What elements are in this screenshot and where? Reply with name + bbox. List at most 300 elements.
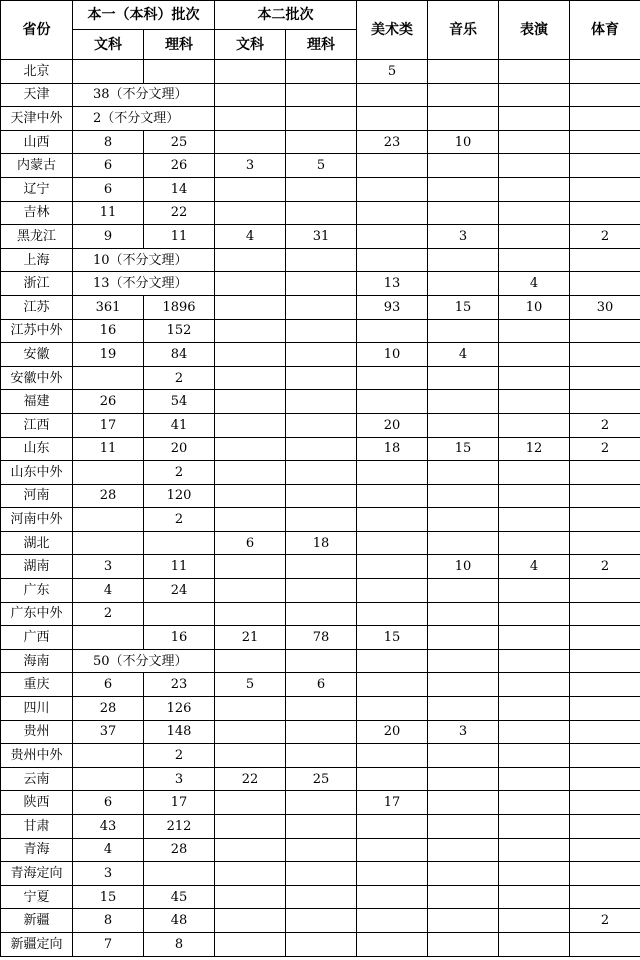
art-cell: [357, 225, 428, 249]
batch1-science-cell: 23: [144, 673, 215, 697]
batch2-science-cell: [286, 248, 357, 272]
batch2-science-cell: [286, 744, 357, 768]
province-cell: 青海: [1, 838, 73, 862]
art-cell: [357, 838, 428, 862]
performance-cell: [499, 177, 570, 201]
batch2-science-cell: [286, 60, 357, 84]
province-cell: 陕西: [1, 791, 73, 815]
province-cell: 重庆: [1, 673, 73, 697]
performance-cell: [499, 697, 570, 721]
batch1-liberal-cell: [73, 60, 144, 84]
table-row: [1, 177, 640, 201]
batch1-liberal-cell: 2: [73, 602, 144, 626]
batch2-science-cell: [286, 579, 357, 603]
sports-cell: [570, 508, 640, 532]
art-cell: [357, 177, 428, 201]
batch1-liberal-cell: [73, 366, 144, 390]
sports-cell: [570, 177, 640, 201]
performance-cell: [499, 107, 570, 131]
performance-cell: [499, 366, 570, 390]
sports-cell: [570, 83, 640, 107]
batch1-liberal-cell: 8: [73, 909, 144, 933]
batch1-liberal-cell: 6: [73, 673, 144, 697]
art-cell: [357, 767, 428, 791]
province-cell: 安徽中外: [1, 366, 73, 390]
province-cell: 新疆: [1, 909, 73, 933]
header-batch1-science: 理科: [144, 30, 215, 60]
batch1-science-cell: 2: [144, 366, 215, 390]
table-row: [1, 295, 640, 319]
music-cell: 4: [428, 343, 499, 367]
batch2-liberal-cell: 4: [215, 225, 286, 249]
batch2-science-cell: [286, 461, 357, 485]
batch2-science-cell: [286, 909, 357, 933]
batch1-liberal-cell: 3: [73, 862, 144, 886]
art-cell: 93: [357, 295, 428, 319]
batch2-liberal-cell: [215, 885, 286, 909]
province-cell: 湖南: [1, 555, 73, 579]
performance-cell: [499, 343, 570, 367]
table-row: [1, 673, 640, 697]
province-cell: 安徽: [1, 343, 73, 367]
batch2-science-cell: [286, 107, 357, 131]
performance-cell: [499, 248, 570, 272]
art-cell: 5: [357, 60, 428, 84]
batch2-liberal-cell: [215, 862, 286, 886]
batch2-liberal-cell: [215, 909, 286, 933]
music-cell: [428, 201, 499, 225]
sports-cell: [570, 815, 640, 839]
art-cell: [357, 83, 428, 107]
batch2-science-cell: [286, 649, 357, 673]
table-row: [1, 508, 640, 532]
batch2-liberal-cell: [215, 413, 286, 437]
music-cell: [428, 461, 499, 485]
performance-cell: [499, 201, 570, 225]
province-cell: 吉林: [1, 201, 73, 225]
batch2-science-cell: [286, 272, 357, 296]
batch2-science-cell: [286, 437, 357, 461]
batch1-science-cell: 2: [144, 508, 215, 532]
sports-cell: [570, 885, 640, 909]
batch1-liberal-cell: 19: [73, 343, 144, 367]
province-cell: 内蒙古: [1, 154, 73, 178]
batch2-liberal-cell: [215, 319, 286, 343]
province-cell: 江西: [1, 413, 73, 437]
batch2-liberal-cell: [215, 130, 286, 154]
sports-cell: [570, 602, 640, 626]
performance-cell: [499, 862, 570, 886]
batch1-liberal-cell: [73, 531, 144, 555]
performance-cell: 4: [499, 555, 570, 579]
art-cell: [357, 531, 428, 555]
table-row: [1, 461, 640, 485]
art-cell: [357, 154, 428, 178]
batch2-science-cell: [286, 295, 357, 319]
music-cell: 3: [428, 225, 499, 249]
sports-cell: [570, 720, 640, 744]
batch2-science-cell: [286, 390, 357, 414]
batch2-science-cell: 5: [286, 154, 357, 178]
table-row: [1, 107, 640, 131]
batch1-liberal-cell: 8: [73, 130, 144, 154]
batch1-liberal-cell: 3: [73, 555, 144, 579]
batch2-liberal-cell: 21: [215, 626, 286, 650]
music-cell: [428, 649, 499, 673]
performance-cell: 12: [499, 437, 570, 461]
music-cell: [428, 885, 499, 909]
header-music: 音乐: [428, 1, 499, 60]
province-cell: 湖北: [1, 531, 73, 555]
art-cell: 10: [357, 343, 428, 367]
batch1-science-cell: 45: [144, 885, 215, 909]
batch2-liberal-cell: 22: [215, 767, 286, 791]
batch2-liberal-cell: [215, 720, 286, 744]
music-cell: [428, 602, 499, 626]
sports-cell: [570, 649, 640, 673]
batch1-science-cell: 14: [144, 177, 215, 201]
performance-cell: [499, 579, 570, 603]
batch1-science-cell: 41: [144, 413, 215, 437]
performance-cell: [499, 225, 570, 249]
batch1-merged-cell: 38（不分文理）: [73, 83, 215, 107]
art-cell: [357, 579, 428, 603]
batch2-science-cell: 25: [286, 767, 357, 791]
province-cell: 山西: [1, 130, 73, 154]
batch2-liberal-cell: [215, 366, 286, 390]
performance-cell: [499, 60, 570, 84]
batch2-liberal-cell: [215, 579, 286, 603]
sports-cell: [570, 744, 640, 768]
performance-cell: [499, 130, 570, 154]
sports-cell: [570, 248, 640, 272]
art-cell: 13: [357, 272, 428, 296]
art-cell: [357, 555, 428, 579]
table-row: [1, 366, 640, 390]
table-row: [1, 815, 640, 839]
header-performance: 表演: [499, 1, 570, 60]
art-cell: [357, 744, 428, 768]
music-cell: [428, 413, 499, 437]
sports-cell: [570, 579, 640, 603]
performance-cell: [499, 885, 570, 909]
province-cell: 天津: [1, 83, 73, 107]
batch1-liberal-cell: 7: [73, 932, 144, 956]
sports-cell: [570, 697, 640, 721]
batch1-science-cell: 1896: [144, 295, 215, 319]
batch1-science-cell: 20: [144, 437, 215, 461]
sports-cell: [570, 531, 640, 555]
performance-cell: [499, 767, 570, 791]
sports-cell: [570, 932, 640, 956]
performance-cell: [499, 83, 570, 107]
batch2-liberal-cell: [215, 555, 286, 579]
batch2-liberal-cell: 5: [215, 673, 286, 697]
music-cell: [428, 154, 499, 178]
batch1-liberal-cell: 9: [73, 225, 144, 249]
province-cell: 河南中外: [1, 508, 73, 532]
batch2-science-cell: 31: [286, 225, 357, 249]
batch1-science-cell: 84: [144, 343, 215, 367]
art-cell: [357, 248, 428, 272]
batch2-science-cell: [286, 130, 357, 154]
sports-cell: [570, 673, 640, 697]
art-cell: [357, 815, 428, 839]
batch2-science-cell: [286, 862, 357, 886]
batch1-liberal-cell: 15: [73, 885, 144, 909]
batch2-science-cell: [286, 177, 357, 201]
performance-cell: [499, 909, 570, 933]
batch2-science-cell: [286, 720, 357, 744]
sports-cell: [570, 484, 640, 508]
batch1-liberal-cell: [73, 626, 144, 650]
music-cell: [428, 248, 499, 272]
sports-cell: [570, 862, 640, 886]
batch2-liberal-cell: [215, 272, 286, 296]
province-cell: 海南: [1, 649, 73, 673]
batch1-science-cell: 11: [144, 225, 215, 249]
province-cell: 广东中外: [1, 602, 73, 626]
sports-cell: [570, 201, 640, 225]
batch1-liberal-cell: 4: [73, 579, 144, 603]
province-cell: 广西: [1, 626, 73, 650]
music-cell: [428, 862, 499, 886]
province-cell: 北京: [1, 60, 73, 84]
sports-cell: [570, 107, 640, 131]
music-cell: 10: [428, 555, 499, 579]
batch2-liberal-cell: [215, 649, 286, 673]
table-row: [1, 579, 640, 603]
table-row: [1, 60, 640, 84]
batch2-liberal-cell: [215, 461, 286, 485]
performance-cell: [499, 744, 570, 768]
batch2-liberal-cell: [215, 508, 286, 532]
performance-cell: 4: [499, 272, 570, 296]
sports-cell: [570, 626, 640, 650]
performance-cell: 10: [499, 295, 570, 319]
music-cell: [428, 366, 499, 390]
batch2-science-cell: [286, 319, 357, 343]
sports-cell: 30: [570, 295, 640, 319]
province-cell: 甘肃: [1, 815, 73, 839]
batch2-liberal-cell: [215, 437, 286, 461]
batch2-liberal-cell: 3: [215, 154, 286, 178]
header-batch2: 本二批次: [215, 1, 357, 30]
header-batch2-science: 理科: [286, 30, 357, 60]
sports-cell: [570, 838, 640, 862]
table-row: [1, 649, 640, 673]
province-cell: 广东: [1, 579, 73, 603]
music-cell: [428, 838, 499, 862]
art-cell: [357, 508, 428, 532]
table-row: [1, 272, 640, 296]
art-cell: [357, 484, 428, 508]
sports-cell: [570, 343, 640, 367]
header-batch2-liberal: 文科: [215, 30, 286, 60]
header-province: 省份: [1, 1, 73, 60]
music-cell: [428, 815, 499, 839]
art-cell: [357, 319, 428, 343]
batch1-merged-cell: 13（不分文理）: [73, 272, 215, 296]
batch2-science-cell: [286, 201, 357, 225]
art-cell: [357, 602, 428, 626]
province-cell: 贵州: [1, 720, 73, 744]
sports-cell: 2: [570, 225, 640, 249]
batch1-science-cell: 212: [144, 815, 215, 839]
batch1-liberal-cell: 16: [73, 319, 144, 343]
art-cell: [357, 932, 428, 956]
batch2-science-cell: [286, 697, 357, 721]
batch2-liberal-cell: [215, 838, 286, 862]
performance-cell: [499, 602, 570, 626]
batch2-liberal-cell: [215, 343, 286, 367]
province-cell: 青海定向: [1, 862, 73, 886]
batch1-science-cell: 126: [144, 697, 215, 721]
batch1-liberal-cell: 4: [73, 838, 144, 862]
table-row: [1, 201, 640, 225]
batch1-liberal-cell: 43: [73, 815, 144, 839]
table-row: [1, 319, 640, 343]
art-cell: [357, 201, 428, 225]
performance-cell: [499, 815, 570, 839]
province-cell: 辽宁: [1, 177, 73, 201]
batch1-science-cell: [144, 602, 215, 626]
batch2-liberal-cell: [215, 248, 286, 272]
art-cell: 23: [357, 130, 428, 154]
batch2-science-cell: [286, 508, 357, 532]
performance-cell: [499, 508, 570, 532]
province-cell: 福建: [1, 390, 73, 414]
province-cell: 山东: [1, 437, 73, 461]
batch1-science-cell: 16: [144, 626, 215, 650]
music-cell: [428, 697, 499, 721]
music-cell: [428, 932, 499, 956]
batch2-science-cell: [286, 484, 357, 508]
table-row: [1, 413, 640, 437]
batch1-liberal-cell: [73, 508, 144, 532]
performance-cell: [499, 649, 570, 673]
batch1-science-cell: 22: [144, 201, 215, 225]
music-cell: [428, 791, 499, 815]
province-cell: 河南: [1, 484, 73, 508]
batch1-science-cell: 2: [144, 461, 215, 485]
table-row: [1, 791, 640, 815]
music-cell: [428, 83, 499, 107]
batch2-liberal-cell: [215, 932, 286, 956]
performance-cell: [499, 932, 570, 956]
batch2-science-cell: [286, 838, 357, 862]
sports-cell: [570, 130, 640, 154]
sports-cell: 2: [570, 413, 640, 437]
province-cell: 黑龙江: [1, 225, 73, 249]
batch2-liberal-cell: [215, 390, 286, 414]
batch1-science-cell: 25: [144, 130, 215, 154]
batch2-science-cell: 78: [286, 626, 357, 650]
province-cell: 江苏中外: [1, 319, 73, 343]
art-cell: 15: [357, 626, 428, 650]
batch2-liberal-cell: [215, 60, 286, 84]
performance-cell: [499, 413, 570, 437]
batch2-science-cell: [286, 815, 357, 839]
batch1-science-cell: 28: [144, 838, 215, 862]
province-cell: 宁夏: [1, 885, 73, 909]
batch1-liberal-cell: 11: [73, 437, 144, 461]
table-row: [1, 720, 640, 744]
table-row: [1, 697, 640, 721]
table-row: [1, 932, 640, 956]
province-cell: 山东中外: [1, 461, 73, 485]
table-row: [1, 885, 640, 909]
batch1-liberal-cell: 28: [73, 697, 144, 721]
batch2-liberal-cell: [215, 815, 286, 839]
batch2-liberal-cell: [215, 201, 286, 225]
sports-cell: 2: [570, 555, 640, 579]
batch1-science-cell: 8: [144, 932, 215, 956]
batch2-science-cell: 6: [286, 673, 357, 697]
art-cell: [357, 862, 428, 886]
music-cell: [428, 319, 499, 343]
music-cell: [428, 531, 499, 555]
header-art: 美术类: [357, 1, 428, 60]
table-row: [1, 130, 640, 154]
table-row: [1, 531, 640, 555]
batch1-science-cell: [144, 862, 215, 886]
batch1-science-cell: 26: [144, 154, 215, 178]
batch1-science-cell: 48: [144, 909, 215, 933]
music-cell: 15: [428, 295, 499, 319]
sports-cell: 2: [570, 437, 640, 461]
batch1-merged-cell: 50（不分文理）: [73, 649, 215, 673]
batch1-science-cell: 11: [144, 555, 215, 579]
batch1-science-cell: 2: [144, 744, 215, 768]
performance-cell: [499, 531, 570, 555]
province-cell: 贵州中外: [1, 744, 73, 768]
music-cell: 15: [428, 437, 499, 461]
sports-cell: 2: [570, 909, 640, 933]
province-cell: 天津中外: [1, 107, 73, 131]
header-sports: 体育: [570, 1, 640, 60]
batch1-liberal-cell: 6: [73, 791, 144, 815]
table-row: [1, 390, 640, 414]
table-row: [1, 744, 640, 768]
music-cell: [428, 107, 499, 131]
performance-cell: [499, 626, 570, 650]
table-row: [1, 248, 640, 272]
table-row: [1, 555, 640, 579]
music-cell: [428, 673, 499, 697]
sports-cell: [570, 461, 640, 485]
batch1-liberal-cell: 28: [73, 484, 144, 508]
province-cell: 四川: [1, 697, 73, 721]
batch1-science-cell: 17: [144, 791, 215, 815]
batch2-liberal-cell: [215, 107, 286, 131]
art-cell: 20: [357, 413, 428, 437]
table-row: [1, 83, 640, 107]
batch2-science-cell: [286, 83, 357, 107]
music-cell: [428, 508, 499, 532]
batch2-science-cell: [286, 413, 357, 437]
art-cell: [357, 885, 428, 909]
batch2-liberal-cell: [215, 484, 286, 508]
sports-cell: [570, 390, 640, 414]
province-cell: 浙江: [1, 272, 73, 296]
sports-cell: [570, 272, 640, 296]
batch1-liberal-cell: [73, 744, 144, 768]
performance-cell: [499, 319, 570, 343]
sports-cell: [570, 791, 640, 815]
batch2-science-cell: [286, 932, 357, 956]
batch1-science-cell: 152: [144, 319, 215, 343]
